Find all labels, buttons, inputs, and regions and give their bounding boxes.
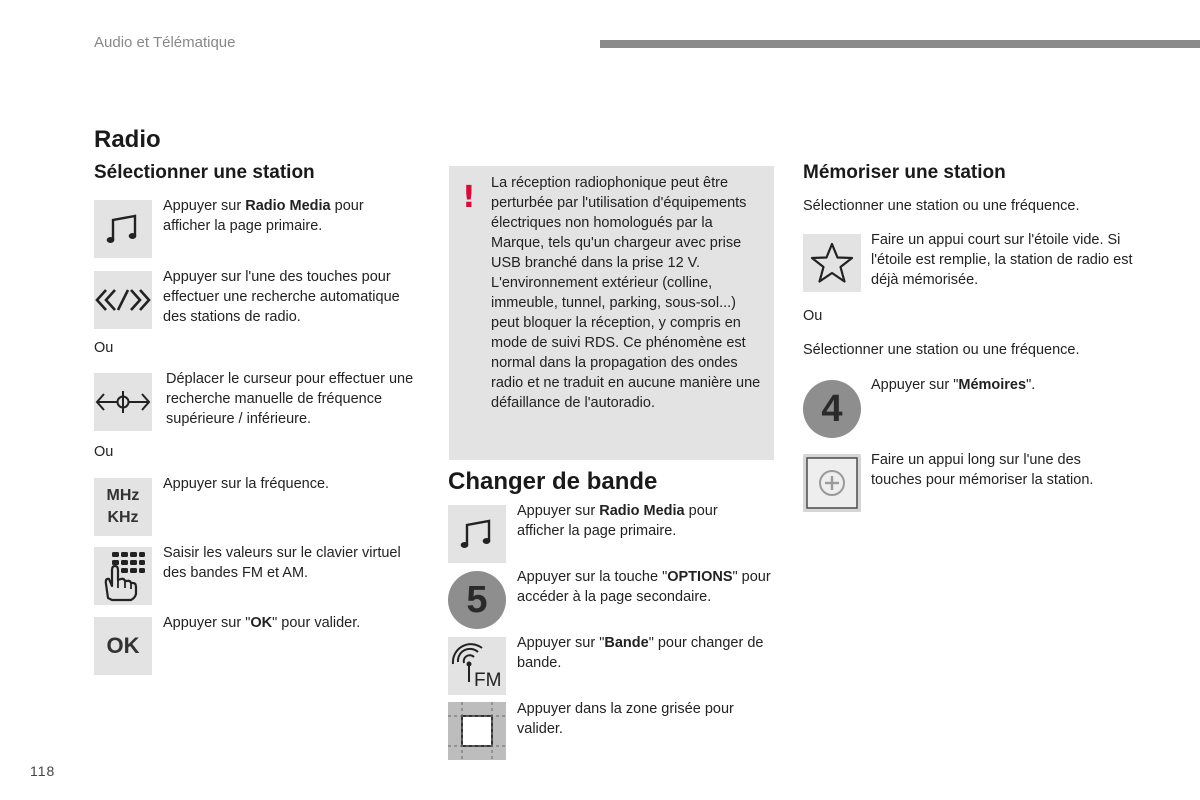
music-note-icon (448, 505, 506, 563)
memorize-step-star: Faire un appui court sur l'étoile vide. Si l'étoile est remplie, la station de radio est déjà mémorisée. (871, 232, 1133, 288)
radio-band-fm-icon (448, 637, 506, 695)
section-title-radio: Radio (94, 126, 161, 153)
page-number: 118 (30, 763, 56, 779)
band-step-grey-zone: Appuyer dans la zone grisée pour valider. (517, 701, 734, 737)
step-auto-search: Appuyer sur l'une des touches pour effectuer une recherche automatique des stations de radio. (163, 269, 400, 325)
band-step-bande: Appuyer sur "Bande" pour changer de bande. (517, 635, 764, 671)
warning-icon: ! (462, 180, 476, 215)
ok-icon (94, 617, 152, 675)
step-radio-media: Appuyer sur Radio Media pour afficher la page primaire. (163, 198, 364, 234)
memorize-step-long-press: Faire un appui long sur l'une des touches pour mémoriser la station. (871, 452, 1094, 488)
step-number-4: 4 (803, 380, 861, 438)
header-title: Audio et Télématique (94, 34, 236, 51)
step-virtual-keypad: Saisir les valeurs sur le clavier virtuel des bandes FM et AM. (163, 545, 401, 581)
step-manual-search: Déplacer le curseur pour effectuer une recherche manuelle de fréquence supérieure / inférieure. (166, 371, 414, 427)
or-label-2: Ou (94, 444, 114, 460)
memorize-intro-2: Sélectionner une station ou une fréquence. (803, 342, 1080, 358)
memorize-step-memories: Appuyer sur "Mémoires". (871, 377, 1036, 393)
or-label-1: Ou (94, 340, 114, 356)
or-label-3: Ou (803, 308, 823, 324)
step-number-5: 5 (448, 571, 506, 629)
star-icon (803, 234, 861, 292)
memorize-intro-1: Sélectionner une station ou une fréquence. (803, 198, 1080, 214)
preset-button-icon (803, 454, 861, 512)
seek-arrows-icon (94, 271, 152, 329)
warning-text: La réception radiophonique peut être perturbée par l'utilisation d'équipements électriques non homologués par la Marque, tels qu'un chargeur avec prise USB branché dans la prise 12 V. L'environnement extérieur (colline, immeuble, tunnel, parking, sous-sol...) peut bloquer la réception, y compris en mode de suivi RDS. Ce phénomène est normal dans la propagation des ondes radio et ne traduit en aucune manière une défaillance de l'autoradio. (491, 175, 761, 411)
section-title-change-band: Changer de bande (448, 468, 658, 495)
subsection-title-select-station: Sélectionner une station (94, 162, 315, 183)
mhz-label: MHz (106, 487, 140, 504)
fm-label: FM (474, 670, 502, 690)
band-step-radio-media: Appuyer sur Radio Media pour afficher la page primaire. (517, 503, 718, 539)
ok-label: OK (106, 633, 140, 658)
music-note-icon (94, 200, 152, 258)
grey-zone-icon (448, 702, 506, 760)
band-step-options: Appuyer sur la touche "OPTIONS" pour accéder à la page secondaire. (517, 569, 771, 605)
subsection-title-memorize: Mémoriser une station (803, 162, 1006, 183)
header-bar (600, 40, 1200, 48)
khz-label: KHz (107, 509, 139, 526)
step-press-ok: Appuyer sur "OK" pour valider. (163, 615, 361, 631)
slider-cursor-icon (94, 373, 152, 431)
frequency-icon (94, 478, 152, 536)
keypad-hand-icon (94, 547, 152, 605)
step-press-frequency: Appuyer sur la fréquence. (163, 476, 330, 492)
